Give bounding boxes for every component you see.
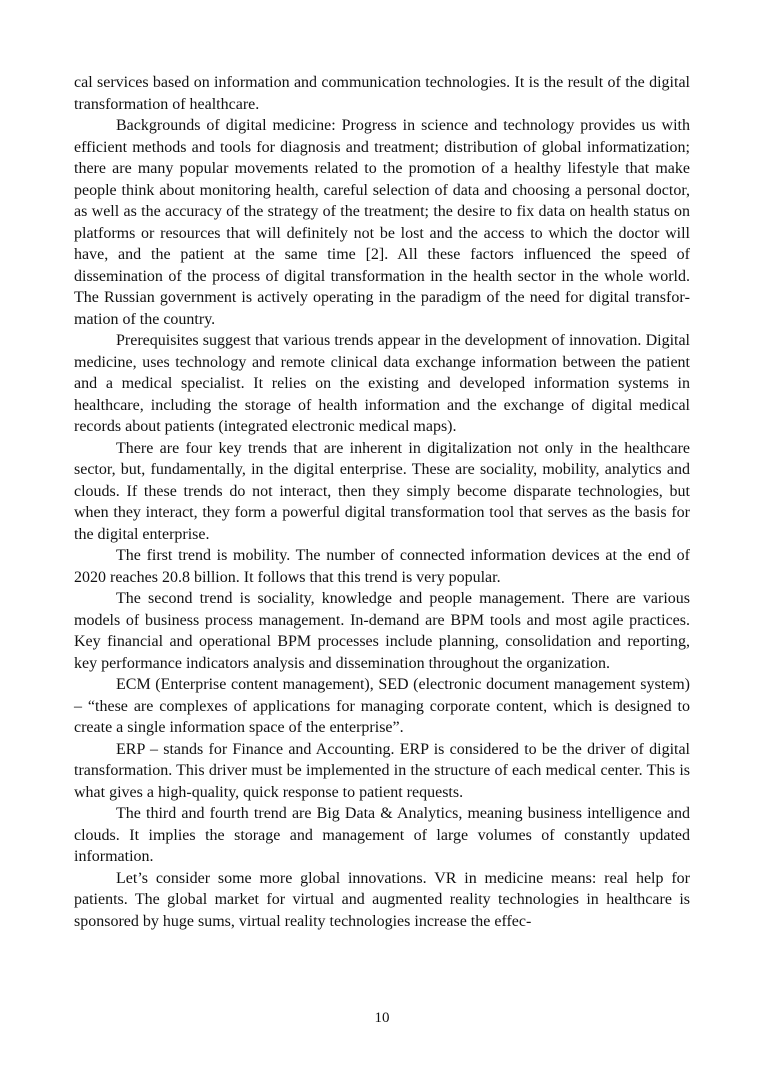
paragraph-10: Let’s consider some more global innovations. VR in medicine means: real help for patients. The global market for virtual and augmented reality technologies in healthcare is sponsored by huge sums, virtual reality technologies increase the effec- — [74, 869, 690, 930]
paragraph-1: cal services based on information and communication technologies. It is the result of the digital transformation of healthcare. — [74, 74, 690, 113]
paragraph-4: There are four key trends that are inherent in digitalization not only in the healthcare sector, but, fundamentally, in the digital enterprise. These are sociality, mobility, analytics and clouds. If these trends do not interact, then they simply become disparate technologies, but when they interact, they form a powerful digital transformation tool that serves as the basis for the digital enterprise. — [74, 439, 690, 543]
paragraph-7: ECM (Enterprise content management), SED (electronic document management system) – “these are complexes of applications for managing corporate content, which is designed to create a single information space of the enterprise”. — [74, 676, 690, 736]
page-number: 10 — [374, 1010, 390, 1026]
paragraph-8: ERP – stands for Finance and Accounting. ERP is considered to be the driver of digital transformation. This driver must be implemented in the structure of each medical center. This is what gives a high-quality, quick response to patient requests. — [74, 740, 690, 801]
paragraph-6: The second trend is sociality, knowledge and people management. There are various models of business process management. In-demand are BPM tools and most agile practices. Key financial and operational BPM processes include planning, consolidation and reporting, key performance indicators analysis and dissemination throughout the organization. — [74, 590, 690, 672]
paragraph-2: Backgrounds of digital medicine: Progress in science and technology provides us with efficient methods and tools for diagnosis and treatment; distribution of global informatization; there are many popular movements related to the promotion of a healthy lifestyle that make people think about monitoring health, careful selection of data and choosing a personal doctor, as well as the accuracy of the strategy of the treatment; the desire to fix data on health status on platforms or resources that will definitely not be lost and the access to which the doctor will have, and the patient at the same time [2]. All these factors influenced the speed of dissemination of the process of digital transformation in the health sector in the whole world. The Russian government is actively operating in the paradigm of the need for digital transformation of the country. — [74, 117, 690, 328]
paragraph-5: The first trend is mobility. The number of connected information devices at the end of 2020 reaches 20.8 billion. It follows that this trend is very popular. — [74, 547, 690, 586]
document-body — [74, 72, 690, 932]
paragraph-9: The third and fourth trend are Big Data & Analytics, meaning business intelligence and clouds. It implies the storage and management of large volumes of constantly updated information. — [74, 805, 690, 865]
paragraph-3: Prerequisites suggest that various trends appear in the development of innovation. Digital medicine, uses technology and remote clinical data exchange information between the patient and a medical specialist. It relies on the existing and developed information systems in healthcare, including the storage of health information and the exchange of digital medical records about patients (integrated electronic medical maps). — [74, 332, 690, 435]
